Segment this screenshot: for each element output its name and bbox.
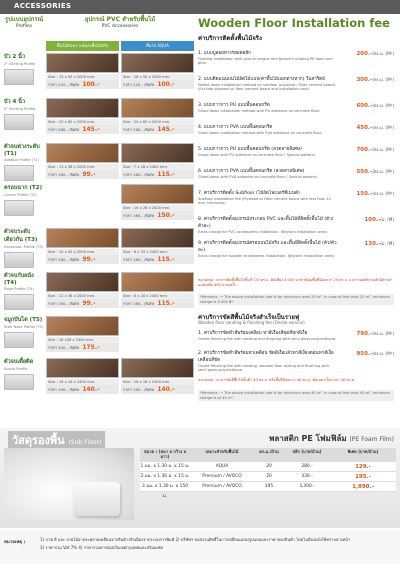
subfloor-table-header: ขนาด : (หนา x กว้าง x ยาว) เหมาะสำหรับพื้นไม้ ตร.ม./ม้วน ปลีก (บาท/ม้วน) พิเศษ (บาท/ม้วน) (140, 448, 396, 462)
cell-sqm: 20 (266, 464, 272, 469)
subfloor-section (0, 428, 400, 528)
cell-retail: 280.- (301, 464, 313, 469)
product-size: Size : 16 x 16 x 2400 mm. (46, 379, 119, 385)
profiles-col-header: รูปแบบอุปกรณ์ Profiles (4, 16, 44, 29)
price-sep: /พิเศษ (144, 257, 155, 262)
product-card (46, 316, 119, 352)
cell-special: 1,890.- (352, 484, 374, 490)
profile-label (4, 358, 46, 390)
product-card (121, 184, 194, 220)
cell-size: 1 มม. x 1.30 ม. x 15 ม. (140, 464, 190, 469)
product-image (46, 143, 119, 163)
regular-price: ราคา 220.- (123, 82, 143, 87)
product-card (121, 358, 194, 394)
fee-item-th: 1. แบบปูลอยทางรอยต่อสัก (198, 51, 251, 56)
fee-item-th: 9. ค่าบริการติดตั้งอุปกรณ์ครอบบนไม้จริง และพื้นที่ติดตั้งพื้นไม้ (ตัว/ตัวละ) (198, 241, 337, 253)
special-price: 100.- (157, 81, 175, 88)
profile-label (4, 143, 46, 181)
special-price: 140.- (82, 386, 100, 393)
price-sep: /พิเศษ (144, 387, 155, 392)
fee-item-th: 4. แบบกาวกาว PVA แบบพื้นคอนกรีต (198, 125, 273, 130)
sanding-item-en: Onsite finishing fee with sanding and finishing with semi gloss polyurethane. (198, 337, 337, 341)
fee-item-en: Floating Installation with glue at tongue and groove Including PE foam and glue. (198, 57, 333, 65)
product-price (46, 170, 119, 179)
subfloor-title: วัสดุรองพื้น (Sub Floor) (8, 431, 105, 449)
subfloor-photo (4, 448, 134, 520)
fee-item (198, 102, 394, 113)
profile-name-en: Edge Profile (T4) (4, 287, 34, 291)
product-card (46, 228, 119, 264)
product-card (46, 272, 119, 308)
fee-item (198, 146, 394, 157)
fee-note-en: *Remarks : • The above installation rate is for minimum area 20 m². In case of less than 20 m², minimum charge is 4,000 ฿*. (198, 294, 394, 305)
special-price: 99.- (82, 256, 96, 263)
regular-price: ราคา 160.- (48, 301, 68, 306)
profile-name-en: Adaptor Profile (T1) (4, 158, 39, 162)
product-card (121, 228, 194, 264)
special-price: 99.- (82, 171, 96, 178)
profile-name: ตัวจบกับผนัง (T4) (4, 273, 34, 286)
sanding-note-th: หมายเหตุ : ค่าการขัดสีพื้นไม้ขั้นต่ำ 40 ตร.ม. หรือพื้นที่น้อยกว่า 40 ตร.ม. คิดเหมาเป็นราคา 40 ตร.ม. (198, 378, 356, 382)
regular-price: ราคา 160.- (48, 172, 68, 177)
product-image (121, 98, 194, 118)
cell-suitable: Premium / AVOCO (202, 474, 242, 479)
price-sep: /พิเศษ (144, 82, 155, 87)
profile-label (4, 98, 46, 130)
regular-price: ราคา 160.- (123, 213, 143, 218)
product-image (121, 358, 194, 378)
profile-diagram (4, 165, 34, 181)
cell-retail: 3,300.- (299, 484, 315, 489)
product-image (121, 228, 194, 248)
product-size: Size : 16 x 50 x 2000 mm. (121, 74, 194, 80)
product-card (121, 143, 194, 179)
product-image (121, 53, 194, 73)
profile-name: ตัวจบต่างระดับ (T1) (4, 144, 40, 157)
cell-size: 2 มม. x 1.30 ม. x 15 ม. (140, 474, 190, 479)
profile-name: บัว 4 นิ้ว (4, 99, 26, 105)
special-price: 115.- (157, 300, 175, 307)
table-row (140, 482, 396, 499)
special-price: 99.- (82, 300, 96, 307)
price-sep: /พิเศษ (69, 301, 80, 306)
product-price (121, 80, 194, 89)
profile-diagram (4, 294, 34, 310)
foam-roll-image (74, 482, 120, 516)
fee-item (198, 50, 394, 65)
fee-item (198, 124, 394, 135)
regular-price: ราคา 190.- (123, 387, 143, 392)
profile-name-en: Corner Profile (T2) (4, 193, 37, 197)
product-size: Size : 16 x 28 x 2400 mm. (121, 205, 194, 211)
price-sep: /พิเศษ (144, 127, 155, 132)
fee-item-price: 450.-/ตร.ม. (M²) (356, 125, 394, 131)
special-price: 145.- (82, 126, 100, 133)
cell-size: 3 มม. x 1.30 ม. x 150 ม. (142, 484, 188, 499)
product-size: Size : 13 x 38 x 2000 mm. (46, 164, 119, 170)
product-size: Size : 15 x 50 x 2000 mm. (46, 74, 119, 80)
fee-item-en: Extra charge for PVC accessories installation. (Beyond installation area) (198, 230, 328, 234)
regular-price: ราคา 260.- (123, 127, 143, 132)
profile-name: ตัวจบระดับเดียวกัน (T3) (4, 229, 38, 243)
special-price: 145.- (157, 126, 175, 133)
footer-remarks (0, 530, 400, 564)
fee-item-en: Nailed down Installation method on subfloor (plywood / Fiber cement board). (Exclude plywood or fiber cement board and installation cost). (198, 83, 337, 91)
regular-price: ราคา 220.- (48, 82, 68, 87)
fee-item-price: 100.-/ม. (M) (364, 217, 394, 223)
installation-fee-section (198, 16, 394, 420)
fee-item-price: 150.-/ตร.ม. (M²) (356, 191, 394, 197)
special-price: 150.- (157, 212, 175, 219)
product-image (46, 316, 119, 336)
sanding-item (198, 330, 394, 341)
cell-suitable: AQUA (215, 464, 229, 469)
sanding-item-th: 2. ค่าบริการขัดทำสีพร้อมทาเคลือบ ขัดสีเงื่อแล้วทาสีเงื่องตอนทาสีเงื่อเคลือบสีขัด (198, 351, 334, 363)
fee-item (198, 216, 394, 234)
product-price (121, 385, 194, 394)
footer-line-1: 1) ภาพ สี และ ลายไม้อาจจะคลาดเคลื่อนจากสินค้าจริงเนื่องจากระบบการพิมพ์ 2) บริษัทฯ ขอสงวนสิทธิ์ในการเปลี่ยนแปลงรูปแบบและราคาของสินค้า โดยไม่ต้องแจ้งให้ทราบล่วงหน้า (40, 537, 351, 542)
product-price (46, 125, 119, 134)
price-sep: /พิเศษ (69, 345, 80, 350)
product-card (46, 53, 119, 89)
product-image (121, 272, 194, 292)
fee-item-th: 8. ค่าบริการติดตั้งอุปกรณ์ประกอบ PVC และพื้นไม้ที่ติดตั้งพื้นไม้ (ตัว/ตัวละ) (198, 217, 334, 229)
profile-name: ครอบฉาก (T2) (4, 185, 43, 191)
cell-sqm: 195 (264, 484, 274, 489)
special-price: 175.- (82, 344, 100, 351)
price-sep: /พิเศษ (69, 127, 80, 132)
product-size: Size : 8 x 28 x 2400 mm. (121, 293, 194, 299)
product-card (46, 98, 119, 134)
product-image (121, 184, 194, 204)
sanding-item-price: 790.-/ตร.ม. (M²) (356, 331, 394, 337)
profile-label (4, 53, 46, 85)
pvc-sub-headers: พื้นไม้สังเคราะห์และพื้นไม้จริง พื้นไม้ AQUA (46, 41, 194, 51)
product-image (46, 53, 119, 73)
product-size: Size : 16 x 16 x 2400 mm. (121, 379, 194, 385)
footer-label: หมายเหตุ : (4, 540, 26, 545)
price-sep: /พิเศษ (69, 257, 80, 262)
product-image (121, 143, 194, 163)
cell-special: 195.- (355, 474, 371, 480)
product-image (46, 98, 119, 118)
special-price: 100.- (82, 81, 100, 88)
cell-sqm: 20 (266, 474, 272, 479)
profile-name: จมูกบันได (T5) (4, 317, 43, 323)
table-row (140, 462, 396, 472)
pe-foam-title: พลาสติก PE โฟมฟิล์ม (PE Foam Film) (269, 434, 394, 443)
product-price (46, 343, 119, 352)
sanding-item-price: 950.-/ตร.ม. (M²) (356, 351, 394, 357)
fee-item-en: Subfloor installation fee (Plywood or Fiber cement board with less than 12 mm. thickness) (198, 197, 332, 205)
regular-price: ราคา 300.- (48, 345, 68, 350)
sanding-item-th: 1. ค่าบริการขัดทำสีพร้อมเคลือบ ทาสีเงื่องสีขุดสีทุกสีเงื่อ (198, 331, 308, 336)
profile-name-en: Stair Nose Profile (T5) (4, 325, 44, 329)
profile-label (4, 184, 46, 216)
fee-item-price: 700.-/ตร.ม. (M²) (356, 147, 394, 153)
product-card (121, 272, 194, 308)
price-sep: /พิเศษ (144, 301, 155, 306)
product-price (46, 255, 119, 264)
profile-name-en: 4" Skirting Profile (4, 107, 36, 111)
product-price (46, 80, 119, 89)
fee-item-en: Glued down with PVA adhesive on concrete floor ( Special pattern) (198, 175, 318, 179)
footer-line-2: 3) ราคารวม Vat 7% 4) ราคารวมค่าขนส่งในเขตกรุงเทพและปริมณฑล (40, 545, 164, 550)
fee-item-en: Extra charge for wooden accessories installation. (Beyond installation area) (198, 254, 335, 258)
profile-name: ตัวจบเตี้ยติด (4, 359, 34, 365)
product-price (46, 299, 119, 308)
special-price: 140.- (157, 386, 175, 393)
profile-diagram (4, 114, 34, 130)
fee-item-th: 2. แบบติดแน่นบนไม้อัดไม้แบบ(ค่าพื้นไม้แยกต่างหาก) ในสาริตย์ (198, 77, 325, 82)
profile-diagram (4, 374, 34, 390)
regular-price: ราคา 160.- (123, 301, 143, 306)
product-price (121, 255, 194, 264)
product-size: Size : 8 x 29 x 2400 mm. (121, 249, 194, 255)
regular-price: ราคา 160.- (123, 172, 143, 177)
profile-name: บัว 2 นิ้ว (4, 54, 26, 60)
product-card (121, 53, 194, 89)
product-card (46, 143, 119, 179)
product-image (46, 228, 119, 248)
regular-price: ราคา 160.- (48, 257, 68, 262)
product-size: Size : 20 x 80 x 2000 mm. (46, 119, 119, 125)
page-title: ACCESSORIES (14, 2, 72, 10)
product-price (121, 125, 194, 134)
fee-item-en: Glued down installation method with PVA adhesive on concrete floor. (198, 131, 322, 135)
profile-label (4, 228, 46, 268)
product-size: Size : 7 x 28 x 2400 mm. (121, 164, 194, 170)
table-row (140, 472, 396, 482)
product-size: Size : 18 x38 x 2400 mm. (46, 337, 119, 343)
product-size: Size : 10 x 40 x 2000 mm. (46, 249, 119, 255)
profile-diagram (4, 69, 34, 85)
profile-name-en: 2" Skirting Profile (4, 62, 36, 66)
special-price: 115.- (157, 256, 175, 263)
fee-title: Wooden Floor Installation fee (198, 16, 390, 30)
product-size: Size : 20 x 80 x 2000 mm. (121, 119, 194, 125)
fee-item-th: 3. แบบกาวกาว PU แบบพื้นคอนกรีต (198, 103, 270, 108)
fee-item-th: 6. แบบกาวกาว PVA แบบพื้นคอนกรีต (ลวดลายพิเศษ) (198, 169, 305, 174)
fee-item (198, 190, 394, 205)
profile-diagram (4, 332, 34, 348)
price-sep: /พิเศษ (69, 172, 80, 177)
profile-label (4, 316, 46, 348)
product-card (121, 98, 194, 134)
sanding-subtitle: Wooden floor sanding & finishing fee (Onsite service) (198, 320, 305, 325)
profile-diagram (4, 252, 34, 268)
fee-item-price: 200.-/ตร.ม. (M²) (356, 51, 394, 57)
fee-item (198, 76, 394, 91)
cell-retail: 330.- (301, 474, 313, 479)
sanding-note-en: *Remarks : • The above installation rate is for minimum area 40 m². In case of less than 40 m², minimum charge is at 40 m². (198, 390, 394, 401)
product-price (121, 170, 194, 179)
special-price: 115.- (157, 171, 175, 178)
product-image (46, 272, 119, 292)
profile-name-en: Expansion Profile (T3) (4, 245, 44, 249)
fee-item (198, 240, 394, 258)
sanding-title: ค่าบริการขัดสีพื้นไม้จริงสำเร็จเป็นรายฟุ (198, 314, 300, 321)
fee-item (198, 168, 394, 179)
regular-price: ราคา 160.- (123, 257, 143, 262)
price-sep: /พิเศษ (144, 213, 155, 218)
fee-item-price: 130.-/ม. (M) (364, 241, 394, 247)
fee-item-th: 5. แบบกาวกาว PU แบบพื้นคอนกรีต (ลวดลายพิเศษ) (198, 147, 302, 152)
fee-subtitle: ค่าบริการติดตั้งพื้นไม้จริง (198, 35, 262, 42)
cell-suitable: Premium / AVOCO (202, 484, 242, 489)
fee-item-en: Glued down with PU adhesive on concrete floor ( Special pattern) (198, 153, 316, 157)
price-sep: /พิเศษ (69, 82, 80, 87)
fee-note-th: หมายเหตุ : ค่าการติดตั้งพื้นไม้ขั้นต่ำ 20 ตร.ม. คิดเพียง 4,000 บาท พร้อมพื้นที่น้อยกว่า 20 ตร.ม. และรวมผลิตรวมหักอัตราค่าขนส่งเพิ่ม 400 บาท/ครั้ง (198, 278, 393, 287)
fee-item-price: 550.-/ตร.ม. (M²) (356, 169, 394, 175)
product-price (121, 299, 194, 308)
regular-price: ราคา 190.- (48, 387, 68, 392)
profile-name-en: Scotia Profile (4, 367, 28, 371)
pvc-col-header: อุปกรณ์ PVC สำหรับพื้นไม้ PVC Accessories (84, 16, 156, 29)
subfloor-table (140, 448, 396, 499)
profiles-section (4, 16, 194, 420)
product-price (121, 211, 194, 220)
price-sep: /พิเศษ (69, 387, 80, 392)
product-card (46, 358, 119, 394)
profile-diagram (4, 200, 34, 216)
regular-price: ราคา 260.- (48, 127, 68, 132)
price-sep: /พิเศษ (144, 172, 155, 177)
sanding-item-en: Onsite finishing fee with sanding, wooden floor dyeing and finishing with semi gloss polyurethane. (198, 364, 329, 372)
fee-item-price: 600.-/ตร.ม. (M²) (356, 103, 394, 109)
fee-item-th: 7. ค่าบริการติดตั้ง Subfloor (ไม้อัดไฟเบอร์ซีเมนต์) (198, 191, 300, 196)
product-size: Size : 12 x 38 x 2000 mm. (46, 293, 119, 299)
profile-label (4, 272, 46, 310)
cell-special: 129.- (355, 464, 371, 470)
header-bar (0, 0, 400, 14)
fee-item-en: Glued down installation method with PU adhesive on concrete floor. (198, 109, 320, 113)
product-price (46, 385, 119, 394)
fee-item-price: 300.-/ตร.ม. (M²) (356, 77, 394, 83)
product-image (46, 358, 119, 378)
sanding-item (198, 350, 394, 372)
